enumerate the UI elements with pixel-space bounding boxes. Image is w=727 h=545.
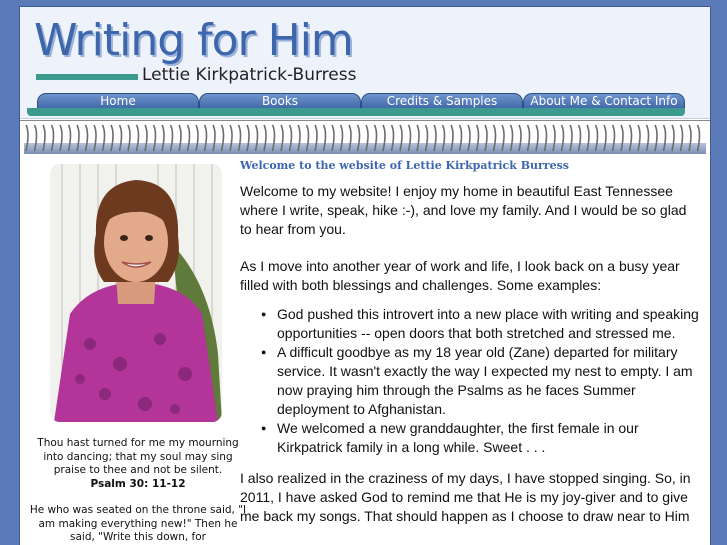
spiral-binding-band	[20, 120, 710, 156]
spiral-ring	[545, 125, 547, 151]
spiral-ring	[43, 125, 45, 151]
spiral-ring	[689, 125, 691, 151]
nav-tab-about-contact[interactable]: About Me & Contact Info	[523, 93, 685, 109]
page-container	[19, 6, 711, 545]
spiral-ring	[86, 125, 88, 151]
spiral-ring	[596, 125, 598, 151]
spiral-ring	[519, 125, 521, 151]
spiral-binding-graphic	[20, 121, 710, 155]
spiral-ring	[366, 125, 368, 151]
title-underline	[36, 74, 138, 80]
spiral-ring	[341, 125, 343, 151]
nav-tab-home[interactable]: Home	[37, 93, 199, 109]
spiral-ring	[179, 125, 181, 151]
quote-1-text: Thou hast turned for me my mourning into dancing; that my soul may sing praise to thee and not be silent.	[37, 437, 239, 476]
spiral-ring	[468, 125, 470, 151]
nav-tab-credits-samples[interactable]: Credits & Samples	[361, 93, 523, 109]
spiral-ring	[290, 125, 292, 151]
spiral-ring	[502, 125, 504, 151]
spiral-ring	[205, 125, 207, 151]
quote-1-reference: Psalm 30: 11-12	[90, 477, 186, 490]
spiral-ring	[222, 125, 224, 151]
spiral-ring	[536, 125, 538, 151]
spiral-ring	[349, 125, 351, 151]
spiral-ring	[145, 125, 147, 151]
spiral-ring	[392, 125, 394, 151]
spiral-ring	[630, 125, 632, 151]
spiral-ring	[434, 125, 436, 151]
spiral-ring	[281, 125, 283, 151]
spiral-ring	[137, 125, 139, 151]
examples-list	[260, 305, 700, 457]
spiral-ring	[460, 125, 462, 151]
spiral-ring	[613, 125, 615, 151]
spiral-ring	[579, 125, 581, 151]
spiral-ring	[273, 125, 275, 151]
spiral-ring	[111, 125, 113, 151]
spiral-ring	[230, 125, 232, 151]
spiral-ring	[52, 125, 54, 151]
spiral-ring	[120, 125, 122, 151]
spiral-ring	[664, 125, 666, 151]
spiral-ring	[485, 125, 487, 151]
spiral-ring	[60, 125, 62, 151]
scripture-quote-2	[28, 504, 248, 545]
spiral-ring	[315, 125, 317, 151]
spiral-ring	[307, 125, 309, 151]
site-title: Writing for Him	[34, 15, 353, 66]
spiral-ring	[443, 125, 445, 151]
spiral-ring	[324, 125, 326, 151]
site-header	[20, 7, 710, 119]
list-item: ● We welcomed a new granddaughter, the first female in our Kirkpatrick family in a long while. Sweet . . .	[260, 419, 700, 457]
spiral-ring	[26, 125, 28, 151]
spiral-ring	[154, 125, 156, 151]
nav-tab-books[interactable]: Books	[199, 93, 361, 109]
spiral-ring	[400, 125, 402, 151]
spiral-ring	[553, 125, 555, 151]
spiral-ring	[213, 125, 215, 151]
spiral-ring	[409, 125, 411, 151]
spiral-ring	[77, 125, 79, 151]
spiral-ring	[298, 125, 300, 151]
spiral-ring	[375, 125, 377, 151]
spiral-ring	[103, 125, 105, 151]
spiral-ring	[69, 125, 71, 151]
spiral-ring	[647, 125, 649, 151]
spiral-ring	[638, 125, 640, 151]
spiral-ring	[94, 125, 96, 151]
list-item: ● God pushed this introvert into a new place with writing and speaking opportunities -- open doors that both stretched and stressed me.	[260, 305, 700, 343]
spiral-ring	[698, 125, 700, 151]
year-review-paragraph: As I move into another year of work and life, I look back on a busy year filled with both blessings and challenges. Some examples:	[240, 258, 680, 293]
nav-underline-bar	[27, 108, 685, 116]
spiral-ring	[239, 125, 241, 151]
author-portrait-image	[50, 164, 222, 422]
spiral-ring	[672, 125, 674, 151]
spiral-ring	[358, 125, 360, 151]
spiral-ring	[35, 125, 37, 151]
spiral-ring	[570, 125, 572, 151]
main-content	[240, 157, 700, 526]
spiral-ring	[587, 125, 589, 151]
welcome-heading: Welcome to the website of Lettie Kirkpatrick Burress	[240, 159, 569, 172]
singing-paragraph: I also realized in the craziness of my days, I have stopped singing. So, in 2011, I have asked God to remind me that He is my joy-giver and to give me back my songs. That should happen as I choose to draw near to Him	[240, 470, 691, 524]
spiral-ring	[188, 125, 190, 151]
spiral-ring	[196, 125, 198, 151]
spiral-ring	[332, 125, 334, 151]
spiral-ring	[494, 125, 496, 151]
spiral-ring	[451, 125, 453, 151]
intro-paragraph: Welcome to my website! I enjoy my home in beautiful East Tennessee where I write, speak, hike :-), and love my family. And I would be so glad to hear from you.	[240, 183, 687, 237]
spiral-ring	[562, 125, 564, 151]
spiral-ring	[417, 125, 419, 151]
spiral-ring	[621, 125, 623, 151]
spiral-ring	[247, 125, 249, 151]
spiral-ring	[128, 125, 130, 151]
spiral-ring	[477, 125, 479, 151]
spiral-ring	[528, 125, 530, 151]
spiral-ring	[256, 125, 258, 151]
spiral-ring	[604, 125, 606, 151]
author-name: Lettie Kirkpatrick-Burress	[142, 65, 357, 85]
author-photo	[50, 164, 222, 422]
spiral-ring	[426, 125, 428, 151]
spiral-ring	[511, 125, 513, 151]
spiral-ring	[162, 125, 164, 151]
spiral-ring	[681, 125, 683, 151]
scripture-quote-1	[28, 437, 248, 491]
list-item: ● A difficult goodbye as my 18 year old (Zane) departed for military service. It wasn't exactly the way I expected my nest to empty. I am now praying him through the Psalms as he faces Summer deployment to Afghanistan.	[260, 343, 700, 419]
spiral-ring	[171, 125, 173, 151]
quote-2-text: He who was seated on the throne said, "I am making everything new!" Then he said, "Write this down, for	[29, 504, 247, 543]
main-nav	[37, 93, 685, 109]
spiral-ring	[264, 125, 266, 151]
spiral-ring	[383, 125, 385, 151]
spiral-ring	[655, 125, 657, 151]
